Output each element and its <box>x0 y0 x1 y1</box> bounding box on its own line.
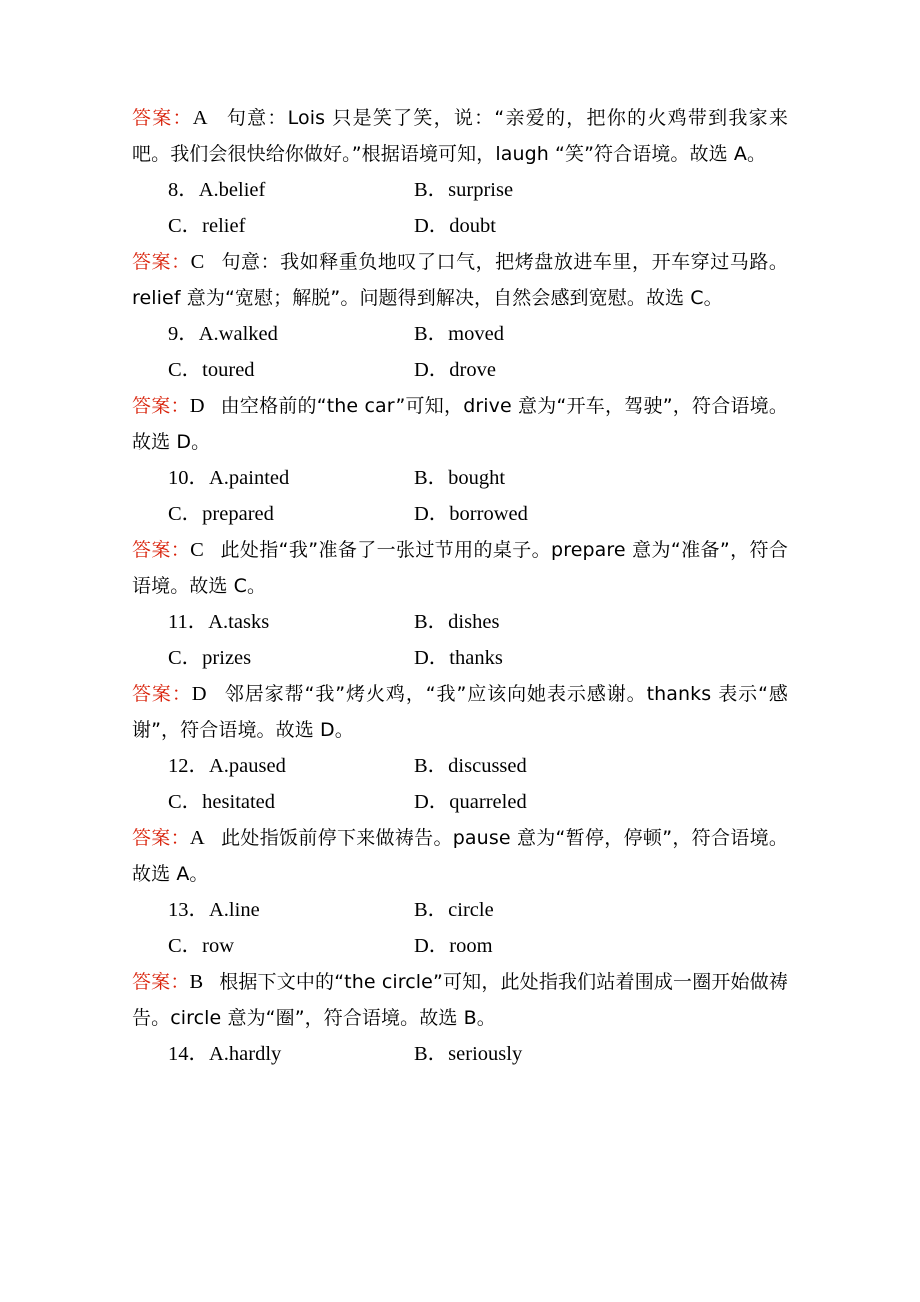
explanation-13 <box>132 964 788 1036</box>
question-14-option-b[interactable] <box>414 1036 788 1072</box>
answer-letter-11: D <box>191 683 207 705</box>
explanation-11 <box>132 676 788 748</box>
answer-label-11: 答案： <box>132 683 192 705</box>
question-10-option-c-label: C．prepared <box>168 503 274 525</box>
answer-label-13: 答案： <box>132 971 190 993</box>
answer-letter-10: C <box>190 539 204 561</box>
question-11-option-c[interactable] <box>132 640 414 676</box>
question-11-option-d[interactable] <box>414 640 788 676</box>
question-13-option-b[interactable] <box>414 892 788 928</box>
explanation-8 <box>132 244 788 316</box>
explanation-9 <box>132 388 788 460</box>
question-8-number: 8 <box>168 179 179 201</box>
question-13-option-b-label: B．circle <box>414 899 494 921</box>
answer-letter-7: A <box>192 107 208 129</box>
question-12-option-d[interactable] <box>414 784 788 820</box>
question-12-option-a[interactable]: 12．A.paused <box>168 755 286 777</box>
question-13-option-c[interactable] <box>132 928 414 964</box>
answer-letter-9: D <box>189 395 205 417</box>
answer-label-10: 答案： <box>132 539 191 561</box>
answer-letter-12: A <box>189 827 205 849</box>
question-9-option-d[interactable] <box>414 352 788 388</box>
answer-label-9: 答案： <box>132 395 190 417</box>
question-14-row-1 <box>132 1036 788 1072</box>
explanation-10 <box>132 532 788 604</box>
question-13-option-d[interactable] <box>414 928 788 964</box>
question-13-row-2 <box>132 928 788 964</box>
question-9-row-1 <box>132 316 788 352</box>
question-8-option-c[interactable] <box>132 208 414 244</box>
question-14 <box>132 1036 788 1072</box>
question-8-option-d[interactable] <box>414 208 788 244</box>
question-9-number: 9 <box>168 323 179 345</box>
question-12-option-c[interactable] <box>132 784 414 820</box>
question-11-option-d-label: D．thanks <box>414 647 503 669</box>
question-9 <box>132 316 788 388</box>
question-9-option-d-label: D．drove <box>414 359 496 381</box>
question-12-option-d-label: D．quarreled <box>414 791 527 813</box>
question-14-option-a-label: A.hardly <box>209 1043 282 1065</box>
question-14-option-a[interactable]: 14．A.hardly <box>168 1043 282 1065</box>
question-8-option-a[interactable]: 8．A.belief <box>168 179 266 201</box>
question-8-row-1 <box>132 172 788 208</box>
question-13-option-c-label: C．row <box>168 935 235 957</box>
answer-letter-13: B <box>189 971 204 993</box>
question-9-row-2 <box>132 352 788 388</box>
explanation-text-11: 邻居家帮“我”烤火鸡，“我”应该向她表示感谢。thanks 表示“感谢”，符合语境。故选 D。 <box>132 683 788 741</box>
question-8-row-2 <box>132 208 788 244</box>
question-11-option-c-label: C．prizes <box>168 647 252 669</box>
answer-letter-8: C <box>190 251 205 273</box>
question-10-option-d-label: D．borrowed <box>414 503 528 525</box>
question-13-number: 13 <box>168 899 189 921</box>
document-content <box>132 100 788 1072</box>
question-9-option-b[interactable] <box>414 316 788 352</box>
question-12-option-c-label: C．hesitated <box>168 791 276 813</box>
question-11-option-b[interactable] <box>414 604 788 640</box>
question-11-option-a[interactable]: 11．A.tasks <box>168 611 270 633</box>
question-13-option-a[interactable]: 13．A.line <box>168 899 260 921</box>
question-8-option-d-label: D．doubt <box>414 215 496 237</box>
question-9-option-a[interactable]: 9．A.walked <box>168 323 278 345</box>
question-11-option-b-label: B．dishes <box>414 611 500 633</box>
question-13-option-d-label: D．room <box>414 935 493 957</box>
explanation-7 <box>132 100 788 172</box>
explanation-text-7: 句意：Lois 只是笑了笑，说：“亲爱的，把你的火鸡带到我家来吧。我们会很快给你做好。”根据语境可知，laugh “笑”符合语境。故选 A。 <box>132 107 788 165</box>
question-9-option-c-label: C．toured <box>168 359 255 381</box>
answer-label-12: 答案： <box>132 827 190 849</box>
question-13-row-1 <box>132 892 788 928</box>
question-8-option-b[interactable] <box>414 172 788 208</box>
question-10-option-c[interactable] <box>132 496 414 532</box>
question-10-row-2 <box>132 496 788 532</box>
question-10-option-a-label: A.painted <box>209 467 290 489</box>
answer-label-8: 答案： <box>132 251 191 273</box>
question-10-number: 10 <box>168 467 189 489</box>
question-10-option-b-label: B．bought <box>414 467 506 489</box>
explanation-text-13: 根据下文中的“the circle”可知，此处指我们站着围成一圈开始做祷告。circle 意为“圈”，符合语境。故选 B。 <box>132 971 788 1029</box>
question-9-option-c[interactable] <box>132 352 414 388</box>
explanation-12 <box>132 820 788 892</box>
question-8 <box>132 172 788 244</box>
question-8-option-a-label: A.belief <box>198 179 266 201</box>
question-12-row-2 <box>132 784 788 820</box>
question-12-option-b[interactable] <box>414 748 788 784</box>
question-8-option-b-label: B．surprise <box>414 179 514 201</box>
explanation-text-12: 此处指饭前停下来做祷告。pause 意为“暂停，停顿”，符合语境。故选 A。 <box>132 827 788 885</box>
question-10-option-d[interactable] <box>414 496 788 532</box>
question-9-option-b-label: B．moved <box>414 323 504 345</box>
question-8-option-c-label: C．relief <box>168 215 246 237</box>
question-10-option-b[interactable] <box>414 460 788 496</box>
question-10 <box>132 460 788 532</box>
question-9-option-a-label: A.walked <box>198 323 278 345</box>
question-13-option-a-label: A.line <box>209 899 260 921</box>
question-11-row-1 <box>132 604 788 640</box>
question-13 <box>132 892 788 964</box>
question-12-option-b-label: B．discussed <box>414 755 527 777</box>
question-12-row-1 <box>132 748 788 784</box>
question-10-option-a[interactable]: 10．A.painted <box>168 467 290 489</box>
question-12-option-a-label: A.paused <box>209 755 286 777</box>
question-12 <box>132 748 788 820</box>
question-12-number: 12 <box>168 755 189 777</box>
question-14-number: 14 <box>168 1043 189 1065</box>
explanation-text-9: 由空格前的“the car”可知，drive 意为“开车，驾驶”，符合语境。故选 D。 <box>132 395 788 453</box>
question-11 <box>132 604 788 676</box>
question-14-option-b-label: B．seriously <box>414 1043 523 1065</box>
explanation-text-8: 句意：我如释重负地叹了口气，把烤盘放进车里，开车穿过马路。relief 意为“宽慰；解脱”。问题得到解决，自然会感到宽慰。故选 C。 <box>132 251 788 309</box>
question-10-row-1 <box>132 460 788 496</box>
explanation-text-10: 此处指“我”准备了一张过节用的桌子。prepare 意为“准备”，符合语境。故选 C。 <box>132 539 788 597</box>
answer-label-7: 答案： <box>132 107 193 129</box>
question-11-option-a-label: A.tasks <box>208 611 270 633</box>
question-11-number: 11 <box>168 611 188 633</box>
question-11-row-2 <box>132 640 788 676</box>
